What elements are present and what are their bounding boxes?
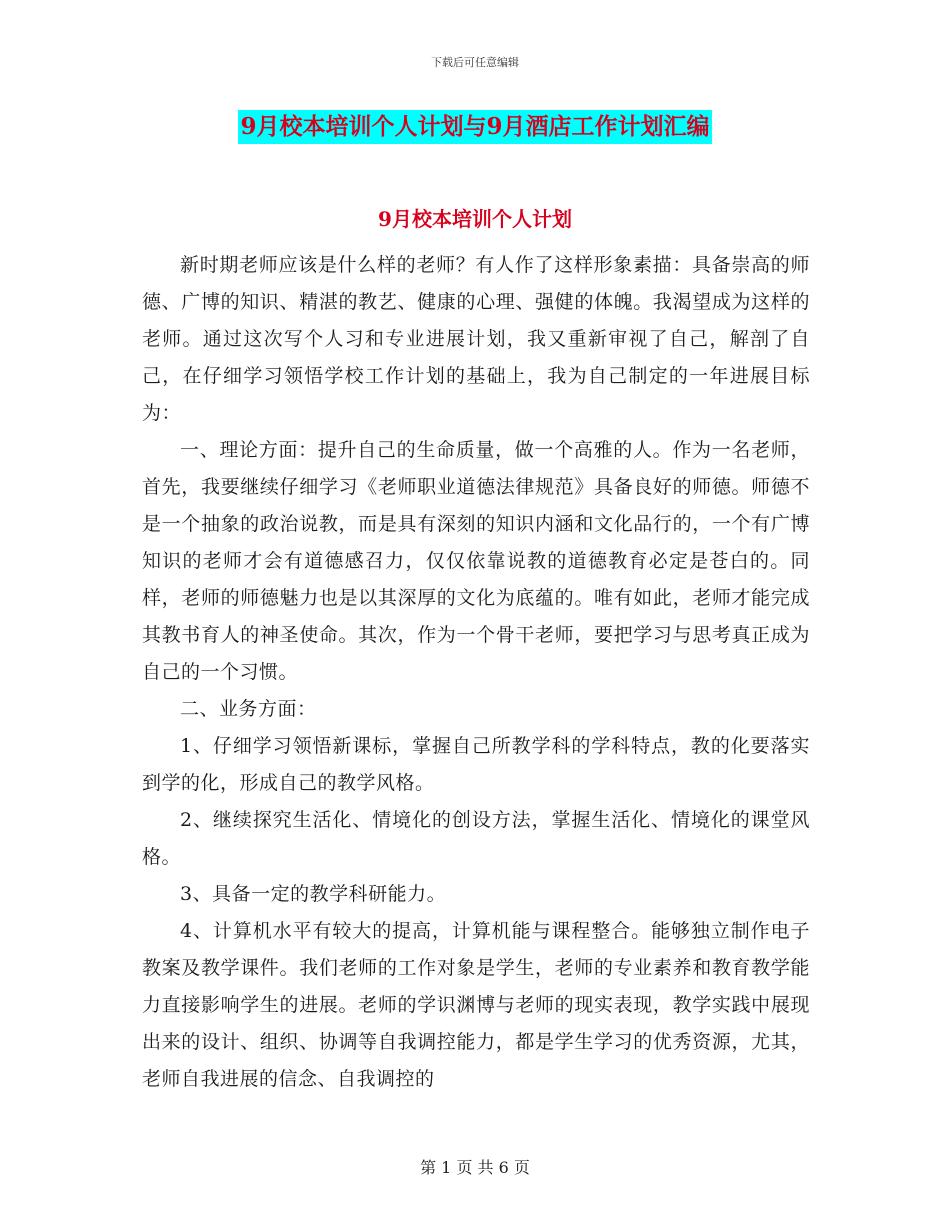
document-title-container xyxy=(0,110,950,144)
paragraph: 3、具备一定的教学科研能力。 xyxy=(180,883,447,905)
paragraph: 1、仔细学习领悟新课标，掌握自己所教学科的学科特点，教的化要落实到学的化，形成自己的教学风格。 xyxy=(142,735,810,794)
paragraph: 新时期老师应该是什么样的老师？有人作了这样形象素描：具备崇高的师德、广博的知识、精湛的教艺、健康的心理、强健的体魄。我渴望成为这样的老师。通过这次写个人习和专业进展计划，我又重新审视了自己，解剖了自己，在仔细学习领悟学校工作计划的基础上，我为自己制定的一年进展目标为： xyxy=(142,254,810,424)
document-title: 9月校本培训个人计划与9月酒店工作计划汇编 xyxy=(238,110,711,144)
paragraph: 二、业务方面： xyxy=(180,698,317,720)
paragraph: 2、继续探究生活化、情境化的创设方法，掌握生活化、情境化的课堂风格。 xyxy=(142,809,810,868)
page-footer: 第 1 页 共 6 页 xyxy=(420,1158,530,1177)
section-title: 9月校本培训个人计划 xyxy=(378,207,572,231)
body-text xyxy=(142,247,810,1098)
page-header-note: 下载后可任意编辑 xyxy=(431,56,519,69)
paragraph: 4、计算机水平有较大的提高，计算机能与课程整合。能够独立制作电子教案及教学课件。我们老师的工作对象是学生，老师的专业素养和教育教学能力直接影响学生的进展。老师的学识渊博与老师的现实表现，教学实践中展现出来的设计、组织、协调等自我调控能力，都是学生学习的优秀资源，尤其，老师自我进展的信念、自我调控的 xyxy=(142,920,810,1090)
paragraph: 一、理论方面：提升自己的生命质量，做一个高雅的人。作为一名老师，首先，我要继续仔细学习《老师职业道德法律规范》具备良好的师德。师德不是一个抽象的政治说教，而是具有深刻的知识内涵和文化品行的，一个有广博知识的老师才会有道德感召力，仅仅依靠说教的道德教育必定是苍白的。同样，老师的师德魅力也是以其深厚的文化为底蕴的。唯有如此，老师才能完成其教书育人的神圣使命。其次，作为一个骨干老师，要把学习与思考真正成为自己的一个习惯。 xyxy=(142,439,810,683)
